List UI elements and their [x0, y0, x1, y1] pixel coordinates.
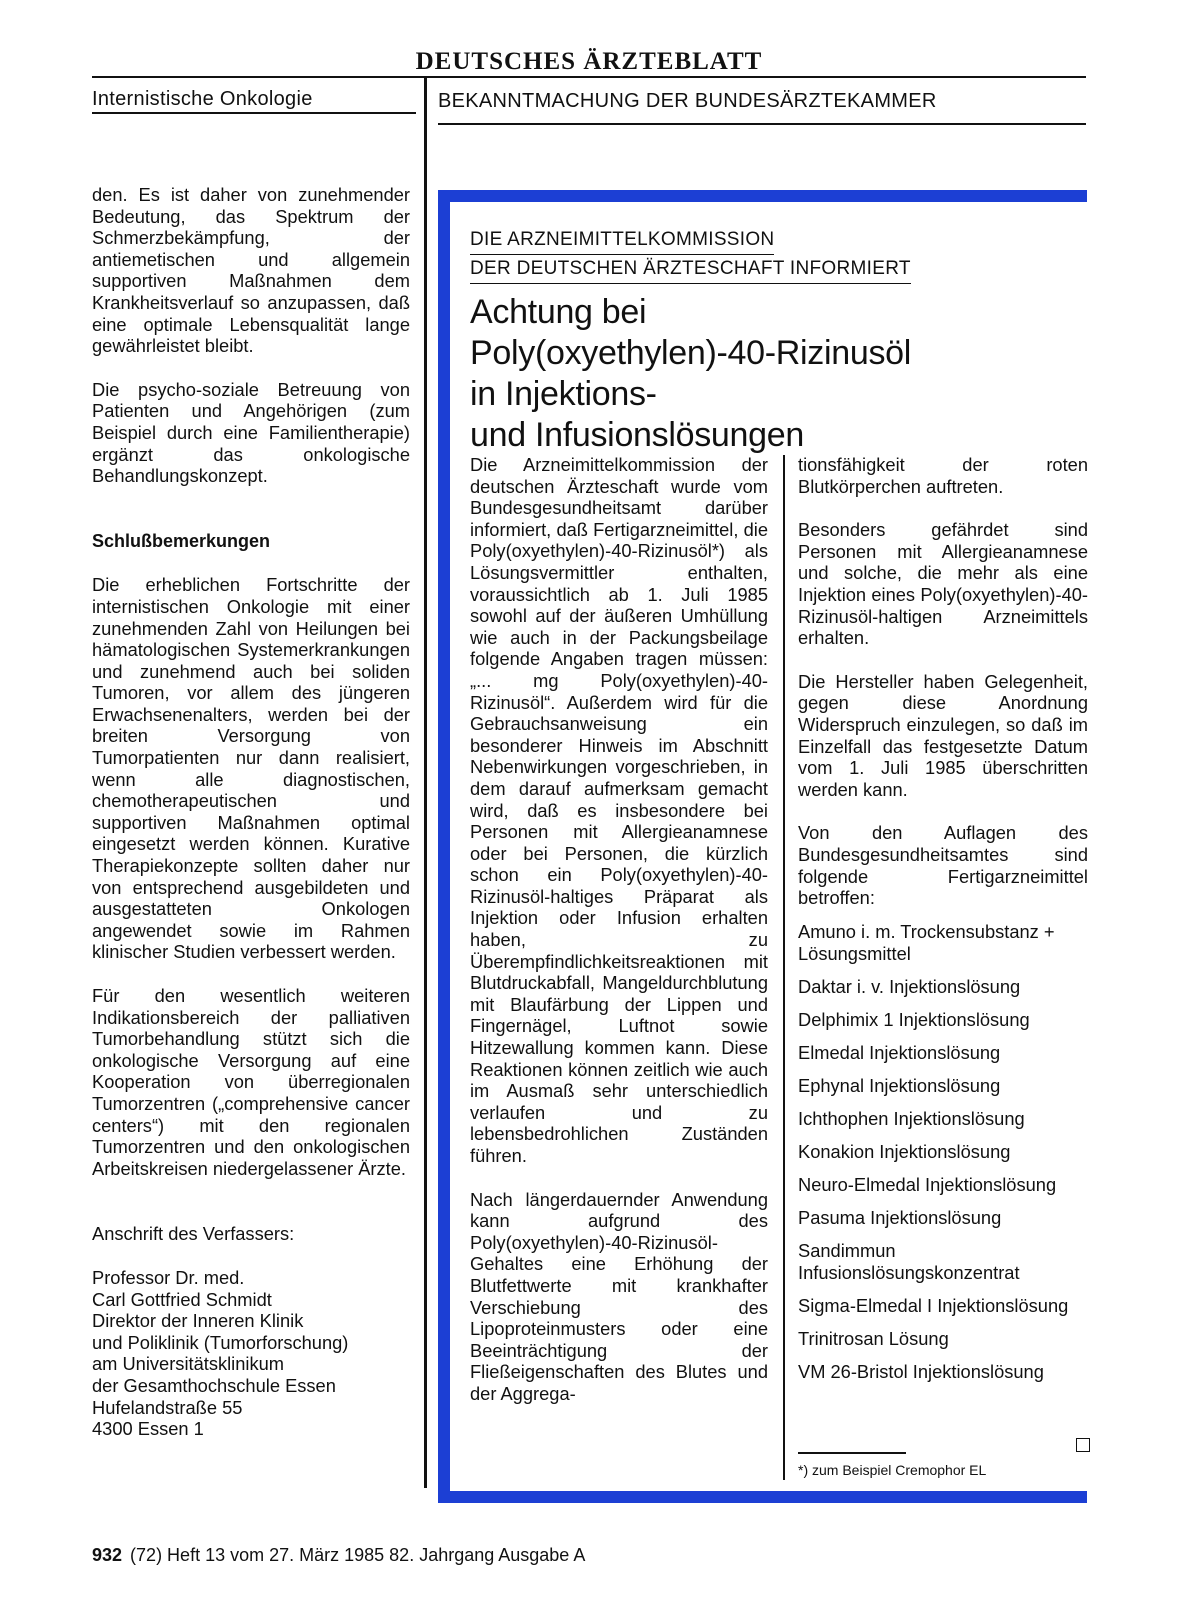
- kicker-line-1: DIE ARZNEIMITTELKOMMISSION: [470, 226, 774, 255]
- subheading: Schlußbemerkungen: [92, 530, 271, 551]
- left-column: [92, 184, 410, 1440]
- masthead-rule: [92, 76, 1086, 78]
- title-line: Achtung bei: [470, 293, 647, 331]
- left-paragraph-1: den. Es ist daher von zunehmender Bedeutung, das Spektrum der Schmerzbekämpfung, der antiemetischen und allgemein supportiven Maßnahmen dem Krankheitsverlauf so anzupassen, daß eine optimale Lebensqualität lange gewährleistet bleibt.: [92, 184, 410, 357]
- drug-item: Ephynal Injektionslösung: [798, 1075, 1001, 1096]
- left-paragraph-2: Die psycho-soziale Betreuung von Patienten und Angehörigen (zum Beispiel durch eine Familientherapie) ergänzt das onkologische Behandlungskonzept.: [92, 378, 410, 487]
- address-line: Hufelandstraße 55: [92, 1396, 243, 1418]
- left-paragraph-4: Für den wesentlich weiteren Indikationsbereich der palliativen Tumorbehandlung stützt sich die onkologische Versorgung auf eine Kooperation von überregionalen Tumorzentren („comprehensive cancer centers“) mit den regionalen Tumorzentren und den onkologischen Arbeitskreisen niedergelassener Ärzte.: [92, 985, 410, 1179]
- drug-item: Neuro-Elmedal Injektionslösung: [798, 1174, 1057, 1195]
- drug-item: Amuno i. m. Trockensubstanz + Lösungsmittel: [798, 921, 1055, 964]
- right-paragraph-4: Von den Auflagen des Bundesgesundheitsamtes sind folgende Fertigarzneimittel betroffen:: [798, 822, 1088, 909]
- address-line: Carl Gottfried Schmidt: [92, 1288, 272, 1310]
- address-label: Anschrift des Verfassers:: [92, 1223, 295, 1245]
- right-header-rule: [438, 123, 1086, 125]
- column-divider: [424, 78, 427, 1488]
- page-footer: [92, 1545, 585, 1566]
- drug-item: Sigma-Elmedal I Injektionslösung: [798, 1295, 1069, 1316]
- masthead: DEUTSCHES ÄRZTEBLATT: [415, 48, 763, 75]
- address-line: Professor Dr. med.: [92, 1266, 245, 1288]
- section-right: BEKANNTMACHUNG DER BUNDESÄRZTEKAMMER: [438, 90, 937, 112]
- drug-item: VM 26-Bristol Injektionslösung: [798, 1361, 1044, 1382]
- box-right-column: [798, 454, 1088, 931]
- title-line: Poly(oxyethylen)-40-Rizinusöl: [470, 334, 912, 372]
- middle-paragraph-1: Die Arzneimittelkommission der deutschen Ärzteschaft wurde vom Bundesgesundheitsamt darüber informiert, daß Fertigarzneimittel, die Poly(oxyethylen)-40-Rizinusöl*) als Lösungsvermittler enthalten, voraussichtlich ab 1. Juli 1985 sowohl auf der äußeren Umhüllung wie auch in der Packungsbeilage folgende Angaben tragen müssen: „... mg Poly(oxyethylen)-40-Rizinusöl“. Außerdem wird für die Gebrauchsanweisung ein besonderer Hinweis im Abschnitt Nebenwirkungen vorgeschrieben, in dem darauf aufmerksam gemacht wird, daß es insbesondere bei Personen mit Allergieanamnese oder bei Personen, die kürzlich schon ein Poly(oxyethylen)-40-Rizinusöl-haltiges Präparat als Injektion oder Infusion erhalten haben, zu Überempfindlichkeitsreaktionen mit Blutdruckabfall, Mangeldurchblutung mit Blaufärbung der Lippen und Fingernägel, Luftnot sowie Hitzewallung kommen kann. Diese Reaktionen können zeitlich wie auch im Ausmaß sehr unterschiedlich verlaufen und zu lebensbedrohlichen Zuständen führen.: [470, 454, 768, 1166]
- kicker-line-2: DER DEUTSCHEN ÄRZTESCHAFT INFORMIERT: [470, 255, 911, 284]
- article-title: [470, 292, 911, 456]
- address-line: und Poliklinik (Tumorforschung): [92, 1331, 349, 1353]
- drug-item: Trinitrosan Lösung: [798, 1328, 949, 1349]
- address-line: am Universitätsklinikum: [92, 1353, 284, 1375]
- drug-item: Ichthophen Injektionslösung: [798, 1108, 1025, 1129]
- drug-item: Sandimmun Infusionslösungskonzentrat: [798, 1240, 1020, 1283]
- drug-item: Pasuma Injektionslösung: [798, 1207, 1002, 1228]
- box-column-divider: [783, 455, 785, 1480]
- drug-item: Daktar i. v. Injektionslösung: [798, 976, 1021, 997]
- drug-item: Elmedal Injektionslösung: [798, 1042, 1001, 1063]
- drug-item: Konakion Injektionslösung: [798, 1141, 1011, 1162]
- section-left: Internistische Onkologie: [92, 88, 313, 110]
- box-middle-column: [470, 454, 768, 1405]
- footnote-rule: [798, 1452, 906, 1454]
- drug-item: Delphimix 1 Injektionslösung: [798, 1009, 1030, 1030]
- end-mark-square: [1076, 1438, 1090, 1452]
- address-line: 4300 Essen 1: [92, 1418, 204, 1440]
- left-paragraph-3: Die erheblichen Fortschritte der internistischen Onkologie mit einer zunehmenden Zahl von Heilungen bei hämatologischen Systemerkrankungen und zunehmend auch bei soliden Tumoren, vor allem des jüngeren Erwachsenenalters, werden bei der breiten Versorgung von Tumorpatienten nur dann realisiert, wenn alle diagnostischen, chemotherapeutischen und supportiven Maßnahmen optimal eingesetzt werden können. Kurative Therapiekonzepte sollten daher nur von entsprechend ausgebildeten und ausgestatteten Onkologen angewendet sowie im Rahmen klinischer Studien verbessert werden.: [92, 574, 410, 963]
- right-paragraph-2: Besonders gefährdet sind Personen mit Allergieanamnese und solche, die mehr als eine Injektion eines Poly(oxyethylen)-40-Rizinusöl-haltigen Arzneimittels erhalten.: [798, 519, 1088, 649]
- issue-info: (72) Heft 13 vom 27. März 1985 82. Jahrgang Ausgabe A: [130, 1545, 586, 1565]
- address: [92, 1267, 410, 1440]
- address-line: der Gesamthochschule Essen: [92, 1374, 336, 1396]
- box-kicker: [470, 226, 911, 284]
- footnote: *) zum Beispiel Cremophor EL: [798, 1462, 987, 1478]
- page-number: 932: [92, 1545, 123, 1565]
- right-paragraph-1: tionsfähigkeit der roten Blutkörperchen auftreten.: [798, 454, 1088, 497]
- drug-list: [798, 921, 1088, 1394]
- address-line: Direktor der Inneren Klinik: [92, 1310, 304, 1332]
- title-line: und Infusionslösungen: [470, 416, 804, 454]
- middle-paragraph-2: Nach längerdauernder Anwendung kann aufgrund des Poly(oxyethylen)-40-Rizinusöl-Gehaltes eine Erhöhung der Blutfettwerte mit krankhafter Verschiebung des Lipoproteinmusters oder eine Beeinträchtigung der Fließeigenschaften des Blutes und der Aggrega-: [470, 1188, 768, 1404]
- title-line: in Injektions-: [470, 375, 657, 413]
- left-header-rule: [92, 112, 416, 114]
- right-paragraph-3: Die Hersteller haben Gelegenheit, gegen diese Anordnung Widerspruch einzulegen, so daß im Einzelfall das festgesetzte Datum vom 1. Juli 1985 überschritten werden kann.: [798, 670, 1088, 800]
